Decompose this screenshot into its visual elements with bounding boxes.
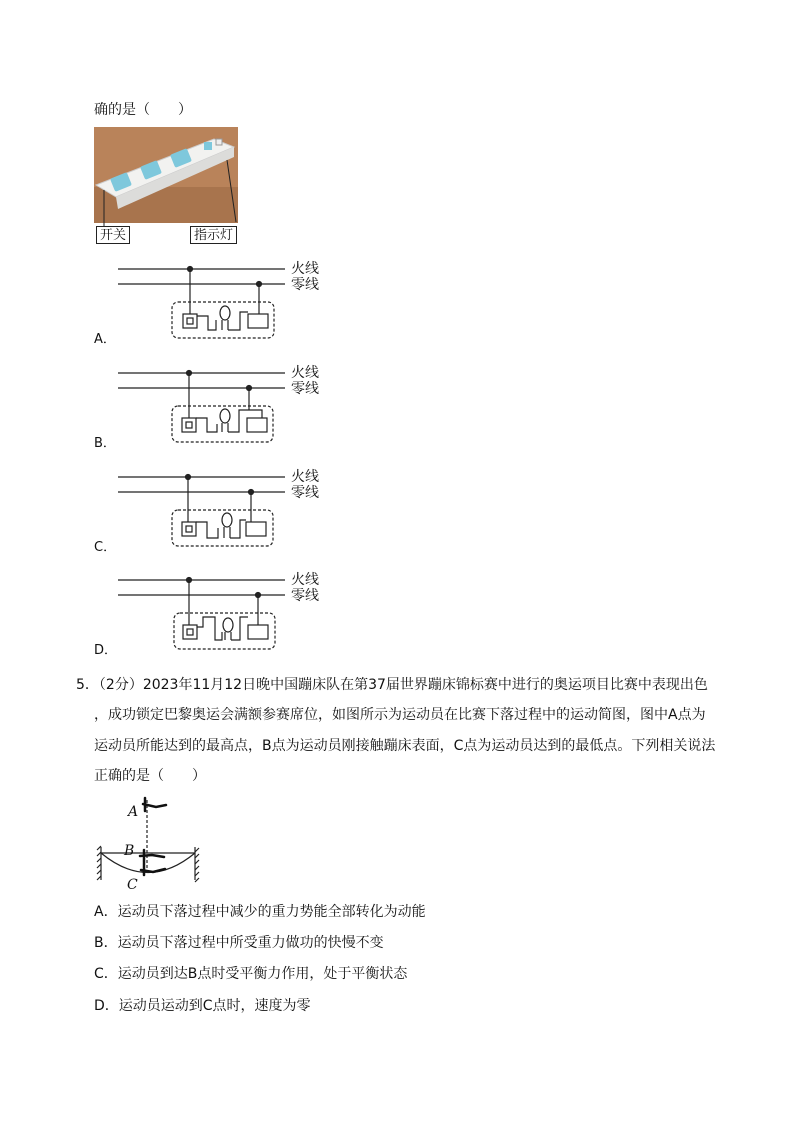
neutral-wire-label-c: 零线 xyxy=(291,485,319,501)
live-wire-label-c: 火线 xyxy=(291,469,319,485)
q5-option-b[interactable]: B．运动员下落过程中所受重力做功的快慢不变 xyxy=(94,935,384,951)
point-c-label: C xyxy=(127,877,138,893)
neutral-wire-label-d: 零线 xyxy=(291,588,319,604)
indicator-label: 指示灯 xyxy=(190,226,237,244)
point-b-label: B xyxy=(124,843,135,859)
neutral-wire-label-a: 零线 xyxy=(291,277,319,293)
neutral-wire-label-b: 零线 xyxy=(291,381,319,397)
option-b-label[interactable]: B． xyxy=(94,436,116,451)
question-5-stem-line3: 运动员所能达到的最高点，B点为运动员刚接触蹦床表面，C点为运动员达到的最低点。下列相关说法 xyxy=(94,738,716,754)
point-a-label: A xyxy=(128,804,139,820)
question-5-stem-line2: ，成功锁定巴黎奥运会满额参赛席位，如图所示为运动员在比赛下落过程中的运动简图，图中A点为 xyxy=(94,707,706,723)
live-wire-label-a: 火线 xyxy=(291,261,319,277)
q5-option-d[interactable]: D．运动员运动到C点时，速度为零 xyxy=(94,998,311,1014)
option-d-label[interactable]: D． xyxy=(94,643,118,658)
question-4-stem-tail: 确的是（ ） xyxy=(94,102,192,118)
question-5-stem-line1: 5．（2分）2023年11月12日晚中国蹦床队在第37届世界蹦床锦标赛中进行的奥运项目比赛中表现出色 xyxy=(76,677,708,693)
option-a-label[interactable]: A． xyxy=(94,332,116,347)
question-5-stem-line4: 正确的是（ ） xyxy=(94,768,206,784)
switch-label: 开关 xyxy=(96,226,130,244)
live-wire-label-b: 火线 xyxy=(291,365,319,381)
option-c-label[interactable]: C． xyxy=(94,540,117,555)
q5-option-c[interactable]: C．运动员到达B点时受平衡力作用，处于平衡状态 xyxy=(94,966,408,982)
q5-option-a[interactable]: A．运动员下落过程中减少的重力势能全部转化为动能 xyxy=(94,904,426,920)
live-wire-label-d: 火线 xyxy=(291,572,319,588)
